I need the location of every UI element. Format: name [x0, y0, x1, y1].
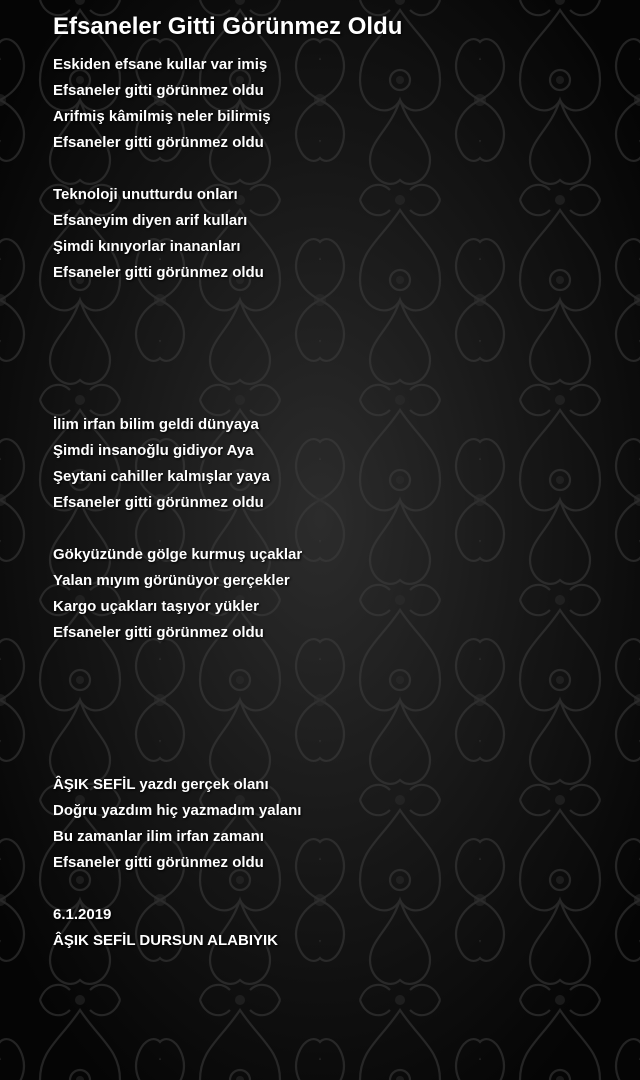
- stanza-4: [53, 542, 623, 646]
- poem-line: Şimdi kınıyorlar inananları: [53, 238, 241, 255]
- poem-line: Efsaneyim diyen arif kulları: [53, 212, 248, 229]
- poem-line: Kargo uçakları taşıyor yükler: [53, 598, 259, 615]
- poem-line: Efsaneler gitti görünmez oldu: [53, 264, 264, 281]
- poem-line: Efsaneler gitti görünmez oldu: [53, 82, 264, 99]
- stanza-3: [53, 412, 623, 516]
- signature-block: [53, 902, 623, 954]
- poem-author: ÂŞIK SEFİL DURSUN ALABIYIK: [53, 932, 279, 949]
- stanza-5: [53, 772, 623, 876]
- poem-line: Efsaneler gitti görünmez oldu: [53, 134, 264, 151]
- stanza-1: [53, 52, 623, 156]
- poem-title: Efsaneler Gitti Görünmez Oldu: [53, 13, 403, 40]
- stanza-gap: [53, 876, 623, 902]
- poem-line: Şeytani cahiller kalmışlar yaya: [53, 468, 270, 485]
- stanza-gap: [53, 286, 623, 412]
- stanza-2: [53, 182, 623, 286]
- poem-line: ÂŞIK SEFİL yazdı gerçek olanı: [53, 776, 269, 793]
- poem-date: 6.1.2019: [53, 906, 112, 923]
- poem-line: Efsaneler gitti görünmez oldu: [53, 624, 264, 641]
- poem-line: Eskiden efsane kullar var imiş: [53, 56, 268, 73]
- poem-line: Efsaneler gitti görünmez oldu: [53, 854, 264, 871]
- poem-line: Doğru yazdım hiç yazmadım yalanı: [53, 802, 302, 819]
- stanza-gap: [53, 646, 623, 772]
- poem-line: Şimdi insanoğlu gidiyor Aya: [53, 442, 254, 459]
- stanza-gap: [53, 156, 623, 182]
- poem-line: İlim irfan bilim geldi dünyaya: [53, 416, 259, 433]
- stanza-gap: [53, 516, 623, 542]
- poem-line: Gökyüzünde gölge kurmuş uçaklar: [53, 546, 303, 563]
- poem-line: Arifmiş kâmilmiş neler bilirmiş: [53, 108, 271, 125]
- poem-line: Bu zamanlar ilim irfan zamanı: [53, 828, 264, 845]
- poem-line: Yalan mıyım görünüyor gerçekler: [53, 572, 290, 589]
- poem-line: Efsaneler gitti görünmez oldu: [53, 494, 264, 511]
- poem-container: [53, 12, 623, 954]
- poem-line: Teknoloji unutturdu onları: [53, 186, 238, 203]
